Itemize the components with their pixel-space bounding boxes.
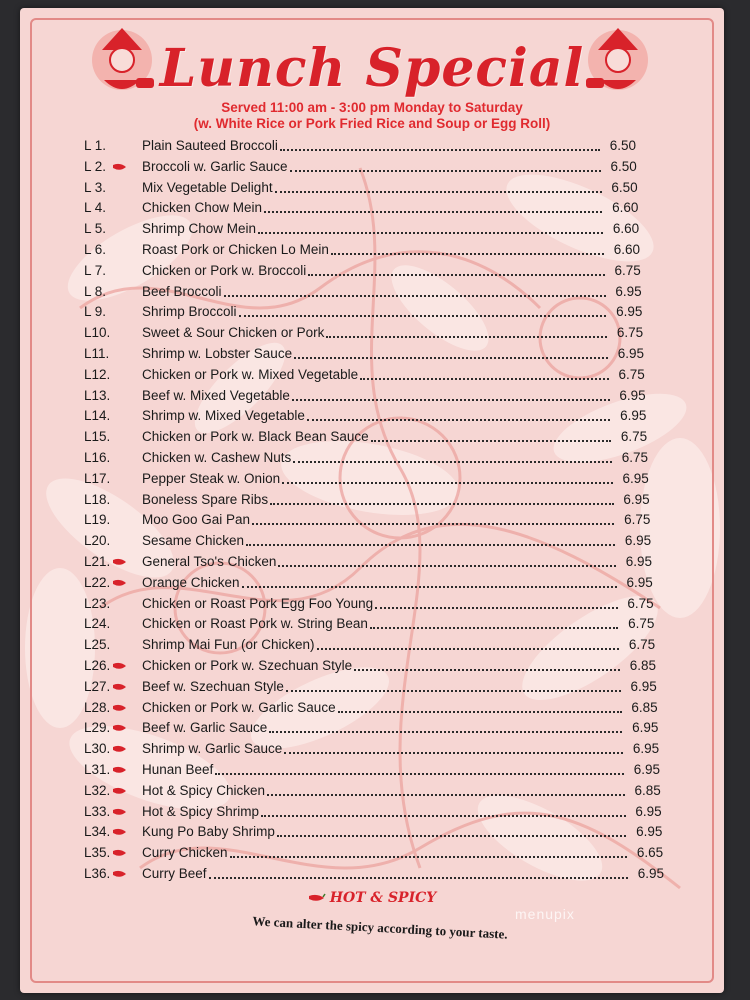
menu-item (20, 614, 724, 634)
item-code: L19. (84, 512, 111, 528)
item-price: 6.75 (624, 512, 651, 528)
item-price: 6.95 (620, 408, 647, 424)
item-code: L23. (84, 595, 111, 611)
item-code: L31. (84, 762, 111, 777)
item-code: L22. (84, 574, 111, 590)
item-code: L13. (84, 387, 111, 403)
dot-leader (286, 690, 621, 692)
item-price: 6.95 (630, 678, 657, 694)
item-code: L 5. (84, 221, 107, 237)
item-code: L25. (84, 637, 111, 653)
item-name: Chicken or Pork w. Black Bean Sauce (142, 429, 369, 445)
menu-item (20, 219, 724, 239)
item-code: L20. (84, 533, 111, 549)
item-name: Chicken or Pork w. Mixed Vegetable (142, 366, 359, 382)
item-code: L15. (84, 429, 111, 445)
item-name: Beef w. Garlic Sauce (142, 720, 268, 736)
chili-pepper-icon (112, 682, 128, 692)
menu-item (20, 302, 724, 322)
menu-item (20, 282, 724, 302)
item-name: Beef w. Szechuan Style (142, 678, 284, 694)
dot-leader (239, 315, 606, 317)
item-name: Curry Chicken (142, 845, 228, 861)
menu-item (20, 864, 724, 884)
item-price: 6.60 (612, 221, 640, 237)
item-code: L35. (84, 845, 111, 861)
dot-leader (258, 232, 603, 234)
item-code: L24. (84, 616, 111, 632)
item-name: Hot & Spicy Chicken (142, 782, 266, 798)
item-price: 6.95 (617, 346, 644, 361)
item-name: Chicken or Pork w. Broccoli (142, 262, 307, 278)
item-price: 6.50 (609, 138, 636, 153)
item-price: 6.75 (627, 595, 654, 611)
menu-item (20, 573, 724, 593)
item-name: Hunan Beef (142, 762, 214, 777)
menu-item (20, 739, 724, 759)
item-code: L 8. (84, 283, 107, 299)
dot-leader (252, 523, 614, 525)
dot-leader (293, 461, 612, 463)
item-price: 6.75 (618, 366, 645, 382)
dot-leader (290, 170, 601, 172)
item-name: Chicken or Roast Pork w. String Bean (142, 616, 368, 632)
item-price: 6.95 (626, 574, 653, 590)
menu-page (20, 8, 724, 993)
dot-leader (230, 856, 627, 858)
item-name: Shrimp w. Garlic Sauce (142, 741, 283, 757)
item-name: Shrimp w. Mixed Vegetable (142, 408, 305, 424)
item-name: Hot & Spicy Shrimp (142, 803, 260, 819)
item-price: 6.50 (611, 179, 638, 195)
menu-item (20, 677, 724, 697)
item-price: 6.75 (616, 325, 644, 341)
item-name: Chicken or Roast Pork Egg Foo Young (142, 595, 374, 611)
item-price: 6.95 (625, 554, 652, 569)
item-price: 6.95 (632, 720, 659, 736)
served-hours: Served 11:00 am - 3:00 pm Monday to Saturday (221, 100, 523, 115)
chili-pepper-icon (112, 578, 128, 588)
menu-item (20, 448, 724, 468)
item-price: 6.95 (636, 824, 663, 840)
dot-leader (277, 835, 626, 837)
dot-leader (215, 773, 624, 775)
menu-item (20, 261, 724, 281)
spicy-legend-label: HOT & SPICY (329, 890, 437, 906)
item-price: 6.95 (624, 533, 652, 549)
dot-leader (242, 586, 617, 588)
item-name: Beef Broccoli (142, 283, 222, 299)
chili-pepper-icon (112, 661, 128, 671)
menu-item (20, 698, 724, 718)
menu-item (20, 510, 724, 530)
chili-pepper-icon (112, 848, 128, 858)
item-name: Mix Vegetable Delight (142, 179, 273, 195)
chili-pepper-icon (112, 827, 128, 837)
item-name: Pepper Steak w. Onion (142, 470, 281, 486)
item-name: Sesame Chicken (142, 533, 245, 549)
item-name: Chicken w. Cashew Nuts (142, 450, 292, 465)
menu-item (20, 781, 724, 801)
menu-item (20, 760, 724, 780)
item-code: L26. (84, 658, 111, 673)
chili-pepper-icon (112, 162, 128, 172)
item-code: L17. (84, 470, 111, 486)
dot-leader (282, 482, 613, 484)
menu-title: Lunch Special (159, 38, 585, 99)
dot-leader (375, 607, 618, 609)
item-name: Boneless Spare Ribs (142, 491, 269, 507)
item-price: 6.60 (613, 242, 640, 257)
item-price: 6.75 (621, 450, 648, 465)
item-name: Chicken Chow Mein (142, 200, 263, 216)
item-price: 6.65 (636, 845, 664, 861)
menu-item (20, 136, 724, 156)
chili-pepper-icon (308, 893, 326, 903)
item-code: L14. (84, 408, 111, 424)
chili-pepper-icon (112, 786, 128, 796)
item-price: 6.95 (637, 866, 664, 881)
item-code: L 9. (84, 304, 107, 320)
dot-leader (360, 378, 609, 380)
dot-leader (292, 399, 610, 401)
item-name: Chicken or Pork w. Szechuan Style (142, 658, 353, 673)
item-code: L32. (84, 782, 111, 798)
menu-item (20, 386, 724, 406)
dot-leader (264, 211, 602, 213)
menu-item (20, 635, 724, 655)
menu-item (20, 531, 724, 551)
chili-pepper-icon (112, 703, 128, 713)
item-name: Orange Chicken (142, 574, 240, 590)
item-price: 6.95 (622, 470, 649, 486)
watermark: menupix (515, 906, 575, 922)
menu-item (20, 427, 724, 447)
item-name: Curry Beef (142, 866, 207, 881)
item-code: L33. (84, 803, 111, 819)
menu-item (20, 157, 724, 177)
dot-leader (331, 253, 604, 255)
menu-item (20, 469, 724, 489)
item-code: L21. (84, 554, 111, 569)
item-code: L 4. (84, 200, 107, 216)
item-name: Broccoli w. Garlic Sauce (142, 158, 288, 174)
item-price: 6.95 (619, 387, 646, 403)
dot-leader (278, 565, 616, 567)
spicy-note: We can alter the spicy according to your taste. (252, 913, 508, 942)
dot-leader (370, 627, 618, 629)
item-price: 6.75 (620, 429, 648, 445)
item-code: L18. (84, 491, 111, 507)
item-price: 6.75 (628, 616, 655, 632)
item-name: Sweet & Sour Chicken or Pork (142, 325, 325, 341)
item-code: L 3. (84, 179, 107, 195)
item-name: Beef w. Mixed Vegetable (142, 387, 290, 403)
item-code: L16. (84, 450, 111, 465)
dot-leader (270, 503, 614, 505)
item-price: 6.60 (612, 200, 639, 216)
chili-pepper-icon (112, 765, 128, 775)
chili-pepper-icon (112, 869, 128, 879)
menu-item (20, 594, 724, 614)
item-price: 6.50 (610, 158, 637, 174)
dot-leader (294, 357, 608, 359)
menu-item (20, 365, 724, 385)
dot-leader (284, 752, 623, 754)
item-code: L34. (84, 824, 111, 840)
item-price: 6.75 (614, 262, 641, 278)
dot-leader (354, 669, 620, 671)
chili-pepper-icon (112, 744, 128, 754)
menu-item (20, 490, 724, 510)
dot-leader (246, 544, 615, 546)
item-name: Shrimp w. Lobster Sauce (142, 346, 293, 361)
item-name: Shrimp Broccoli (142, 304, 237, 320)
item-code: L30. (84, 741, 111, 757)
item-name: Roast Pork or Chicken Lo Mein (142, 242, 329, 257)
item-price: 6.95 (615, 283, 642, 299)
item-price: 6.95 (633, 762, 660, 777)
dot-leader (317, 648, 619, 650)
item-price: 6.85 (631, 699, 658, 715)
item-name: General Tso's Chicken (142, 554, 277, 569)
menu-item (20, 240, 724, 260)
dot-leader (371, 440, 611, 442)
spicy-legend (20, 890, 724, 906)
item-code: L27. (84, 678, 111, 694)
item-price: 6.95 (623, 491, 650, 507)
item-name: Chicken or Pork w. Garlic Sauce (142, 699, 336, 715)
item-price: 6.75 (628, 637, 656, 653)
dot-leader (267, 794, 625, 796)
item-name: Shrimp Chow Mein (142, 221, 257, 237)
dot-leader (280, 149, 600, 151)
item-code: L 6. (84, 242, 107, 257)
menu-item (20, 344, 724, 364)
item-code: L29. (84, 720, 111, 736)
item-price: 6.85 (629, 658, 656, 673)
chili-pepper-icon (112, 723, 128, 733)
dot-leader (308, 274, 605, 276)
item-price: 6.95 (635, 803, 662, 819)
item-code: L28. (84, 699, 111, 715)
item-price: 6.95 (632, 741, 660, 757)
item-name: Moo Goo Gai Pan (142, 512, 251, 528)
served-with: (w. White Rice or Pork Fried Rice and Soup or Egg Roll) (193, 116, 551, 131)
menu-item (20, 822, 724, 842)
dot-leader (261, 815, 626, 817)
dot-leader (338, 711, 622, 713)
menu-item (20, 802, 724, 822)
item-code: L11. (84, 346, 110, 361)
item-code: L10. (84, 325, 111, 341)
chili-pepper-icon (112, 557, 128, 567)
dot-leader (209, 877, 628, 879)
item-name: Plain Sauteed Broccoli (142, 138, 278, 153)
item-code: L 2. (84, 158, 107, 174)
dot-leader (307, 419, 610, 421)
menu-item (20, 718, 724, 738)
chili-pepper-icon (112, 807, 128, 817)
dot-leader (326, 336, 607, 338)
menu-item (20, 323, 724, 343)
menu-item (20, 552, 724, 572)
item-price: 6.95 (616, 304, 643, 320)
menu-item (20, 406, 724, 426)
item-price: 6.85 (634, 782, 661, 798)
menu-item (20, 843, 724, 863)
item-code: L 1. (84, 138, 107, 153)
menu-item (20, 656, 724, 676)
dot-leader (269, 731, 622, 733)
dot-leader (224, 295, 606, 297)
item-code: L36. (84, 866, 111, 881)
item-name: Shrimp Mai Fun (or Chicken) (142, 637, 315, 653)
menu-item (20, 198, 724, 218)
dot-leader (275, 191, 602, 193)
item-name: Kung Po Baby Shrimp (142, 824, 275, 840)
item-code: L12. (84, 366, 111, 382)
menu-item (20, 178, 724, 198)
item-code: L 7. (84, 262, 107, 278)
